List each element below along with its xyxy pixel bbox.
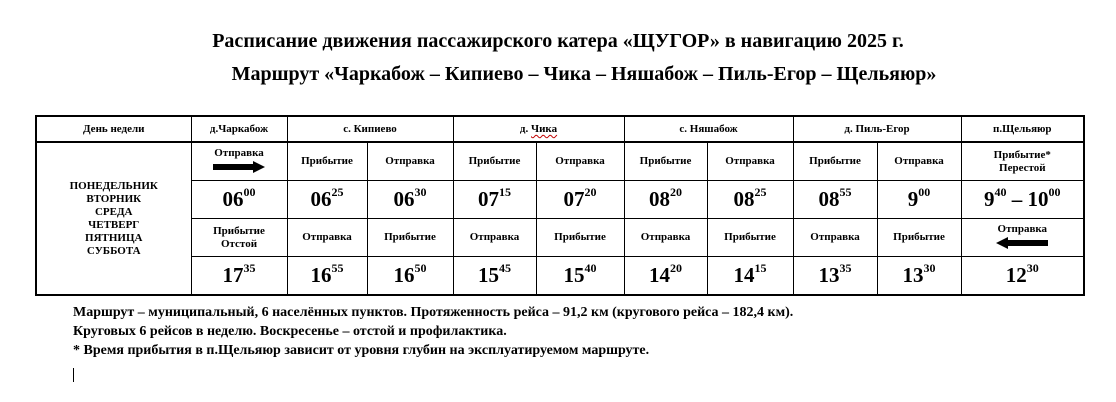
arrow-left-icon (996, 237, 1048, 249)
time-kipievo-arr-back: $16^{50}$ (367, 257, 453, 296)
time-chika-arr-back: $15^{40}$ (536, 257, 624, 296)
note-route-info: Маршрут – муниципальный, 6 населённых пунктов. Протяженность рейса – 91,2 км (кругового рейса – 182,4 км). (73, 305, 794, 320)
backward-pil-egor-arr-label: Прибытие (877, 219, 961, 257)
backward-charkabozh-arrival: Прибытие (213, 224, 265, 237)
backward-kipievo-arr-label: Прибытие (367, 219, 453, 257)
forward-departure-label: Отправка (214, 146, 264, 159)
day-tuesday: ВТОРНИК (86, 192, 142, 205)
header-days: День недели (36, 116, 191, 142)
time-nyashabozh-dep-back: $14^{20}$ (624, 257, 707, 296)
time-kipievo-dep-back: $16^{55}$ (287, 257, 367, 296)
forward-labels-row (36, 142, 1084, 181)
forward-nyashabozh-dep-label: Отправка (707, 142, 793, 181)
forward-chika-dep-label: Отправка (536, 142, 624, 181)
header-chika-prefix: д. (519, 123, 531, 135)
time-nyashabozh-dep: $08^{25}$ (707, 181, 793, 219)
header-charkabozh: д.Чаркабож (191, 116, 287, 142)
day-friday: ПЯТНИЦА (85, 231, 143, 244)
backward-chika-arr-label: Прибытие (536, 219, 624, 257)
time-chika-dep-back: $15^{45}$ (453, 257, 536, 296)
header-kipievo: с. Кипиево (287, 116, 453, 142)
forward-charkabozh-label (191, 142, 287, 181)
note-arrival-time: * Время прибытия в п.Щельяюр зависит от уровня глубин на эксплуатируемом маршруте. (73, 343, 650, 358)
forward-shchelyayur-arrival: Прибытие* (993, 148, 1051, 161)
backward-times-row (36, 257, 1084, 296)
schedule-table (35, 115, 1085, 296)
time-chika-dep: $07^{20}$ (536, 181, 624, 219)
time-charkabozh-dep: $06^{00}$ (191, 181, 287, 219)
time-nyashabozh-arr-back: $14^{15}$ (707, 257, 793, 296)
time-nyashabozh-arr: $08^{20}$ (624, 181, 707, 219)
route-notes (73, 303, 793, 360)
forward-nyashabozh-arr-label: Прибытие (624, 142, 707, 181)
backward-labels-row (36, 219, 1084, 257)
time-charkabozh-arr: $17^{35}$ (191, 257, 287, 296)
time-chika-arr: $07^{15}$ (453, 181, 536, 219)
route-title: Маршрут «Чаркабож – Кипиево – Чика – Няшабож – Пиль-Егор – Щельяюр» (231, 63, 937, 85)
time-pil-egor-dep-back: $13^{35}$ (793, 257, 877, 296)
backward-nyashabozh-arr-label: Прибытие (707, 219, 793, 257)
time-shchelyayur-arr: $9^{40} - 10^{00}$ (961, 181, 1084, 219)
header-pil-egor: д. Пиль-Егор (793, 116, 961, 142)
forward-chika-arr-label: Прибытие (453, 142, 536, 181)
backward-charkabozh-label (191, 219, 287, 257)
day-saturday: СУББОТА (86, 244, 141, 257)
forward-pil-egor-dep-label: Отправка (877, 142, 961, 181)
header-chika-name: Чика (531, 123, 558, 135)
backward-shchelyayur-label (961, 219, 1084, 257)
day-wednesday: СРЕДА (94, 205, 133, 218)
forward-times-row (36, 181, 1084, 219)
backward-departure-label: Отправка (997, 222, 1048, 235)
forward-shchelyayur-label (961, 142, 1084, 181)
time-kipievo-arr: $06^{25}$ (287, 181, 367, 219)
backward-kipievo-dep-label: Отправка (287, 219, 367, 257)
header-nyashabozh: с. Няшабож (624, 116, 793, 142)
time-pil-egor-arr: $08^{55}$ (793, 181, 877, 219)
backward-chika-dep-label: Отправка (453, 219, 536, 257)
arrow-right-icon (213, 161, 265, 173)
time-shchelyayur-dep: $12^{30}$ (961, 257, 1084, 296)
note-weekly-trips: Круговых 6 рейсов в неделю. Воскресенье – отстой и профилактика. (73, 324, 507, 339)
forward-kipievo-arr-label: Прибытие (287, 142, 367, 181)
forward-pil-egor-arr-label: Прибытие (793, 142, 877, 181)
forward-shchelyayur-layover: Перестой (999, 161, 1046, 174)
text-cursor (73, 368, 74, 382)
header-chika (453, 116, 624, 142)
schedule-title: Расписание движения пассажирского катера «ЩУГОР» в навигацию 2025 г. (212, 30, 904, 52)
day-thursday: ЧЕТВЕРГ (88, 218, 140, 231)
forward-kipievo-dep-label: Отправка (367, 142, 453, 181)
days-of-week (36, 142, 191, 295)
time-pil-egor-dep: $9^{00}$ (877, 181, 961, 219)
day-monday: ПОНЕДЕЛЬНИК (69, 179, 158, 192)
header-shchelyayur: п.Щельяюр (961, 116, 1084, 142)
backward-pil-egor-dep-label: Отправка (793, 219, 877, 257)
backward-nyashabozh-dep-label: Отправка (624, 219, 707, 257)
table-header-row (36, 116, 1084, 142)
backward-charkabozh-layover: Отстой (220, 237, 258, 250)
time-kipievo-dep: $06^{30}$ (367, 181, 453, 219)
time-pil-egor-arr-back: $13^{30}$ (877, 257, 961, 296)
